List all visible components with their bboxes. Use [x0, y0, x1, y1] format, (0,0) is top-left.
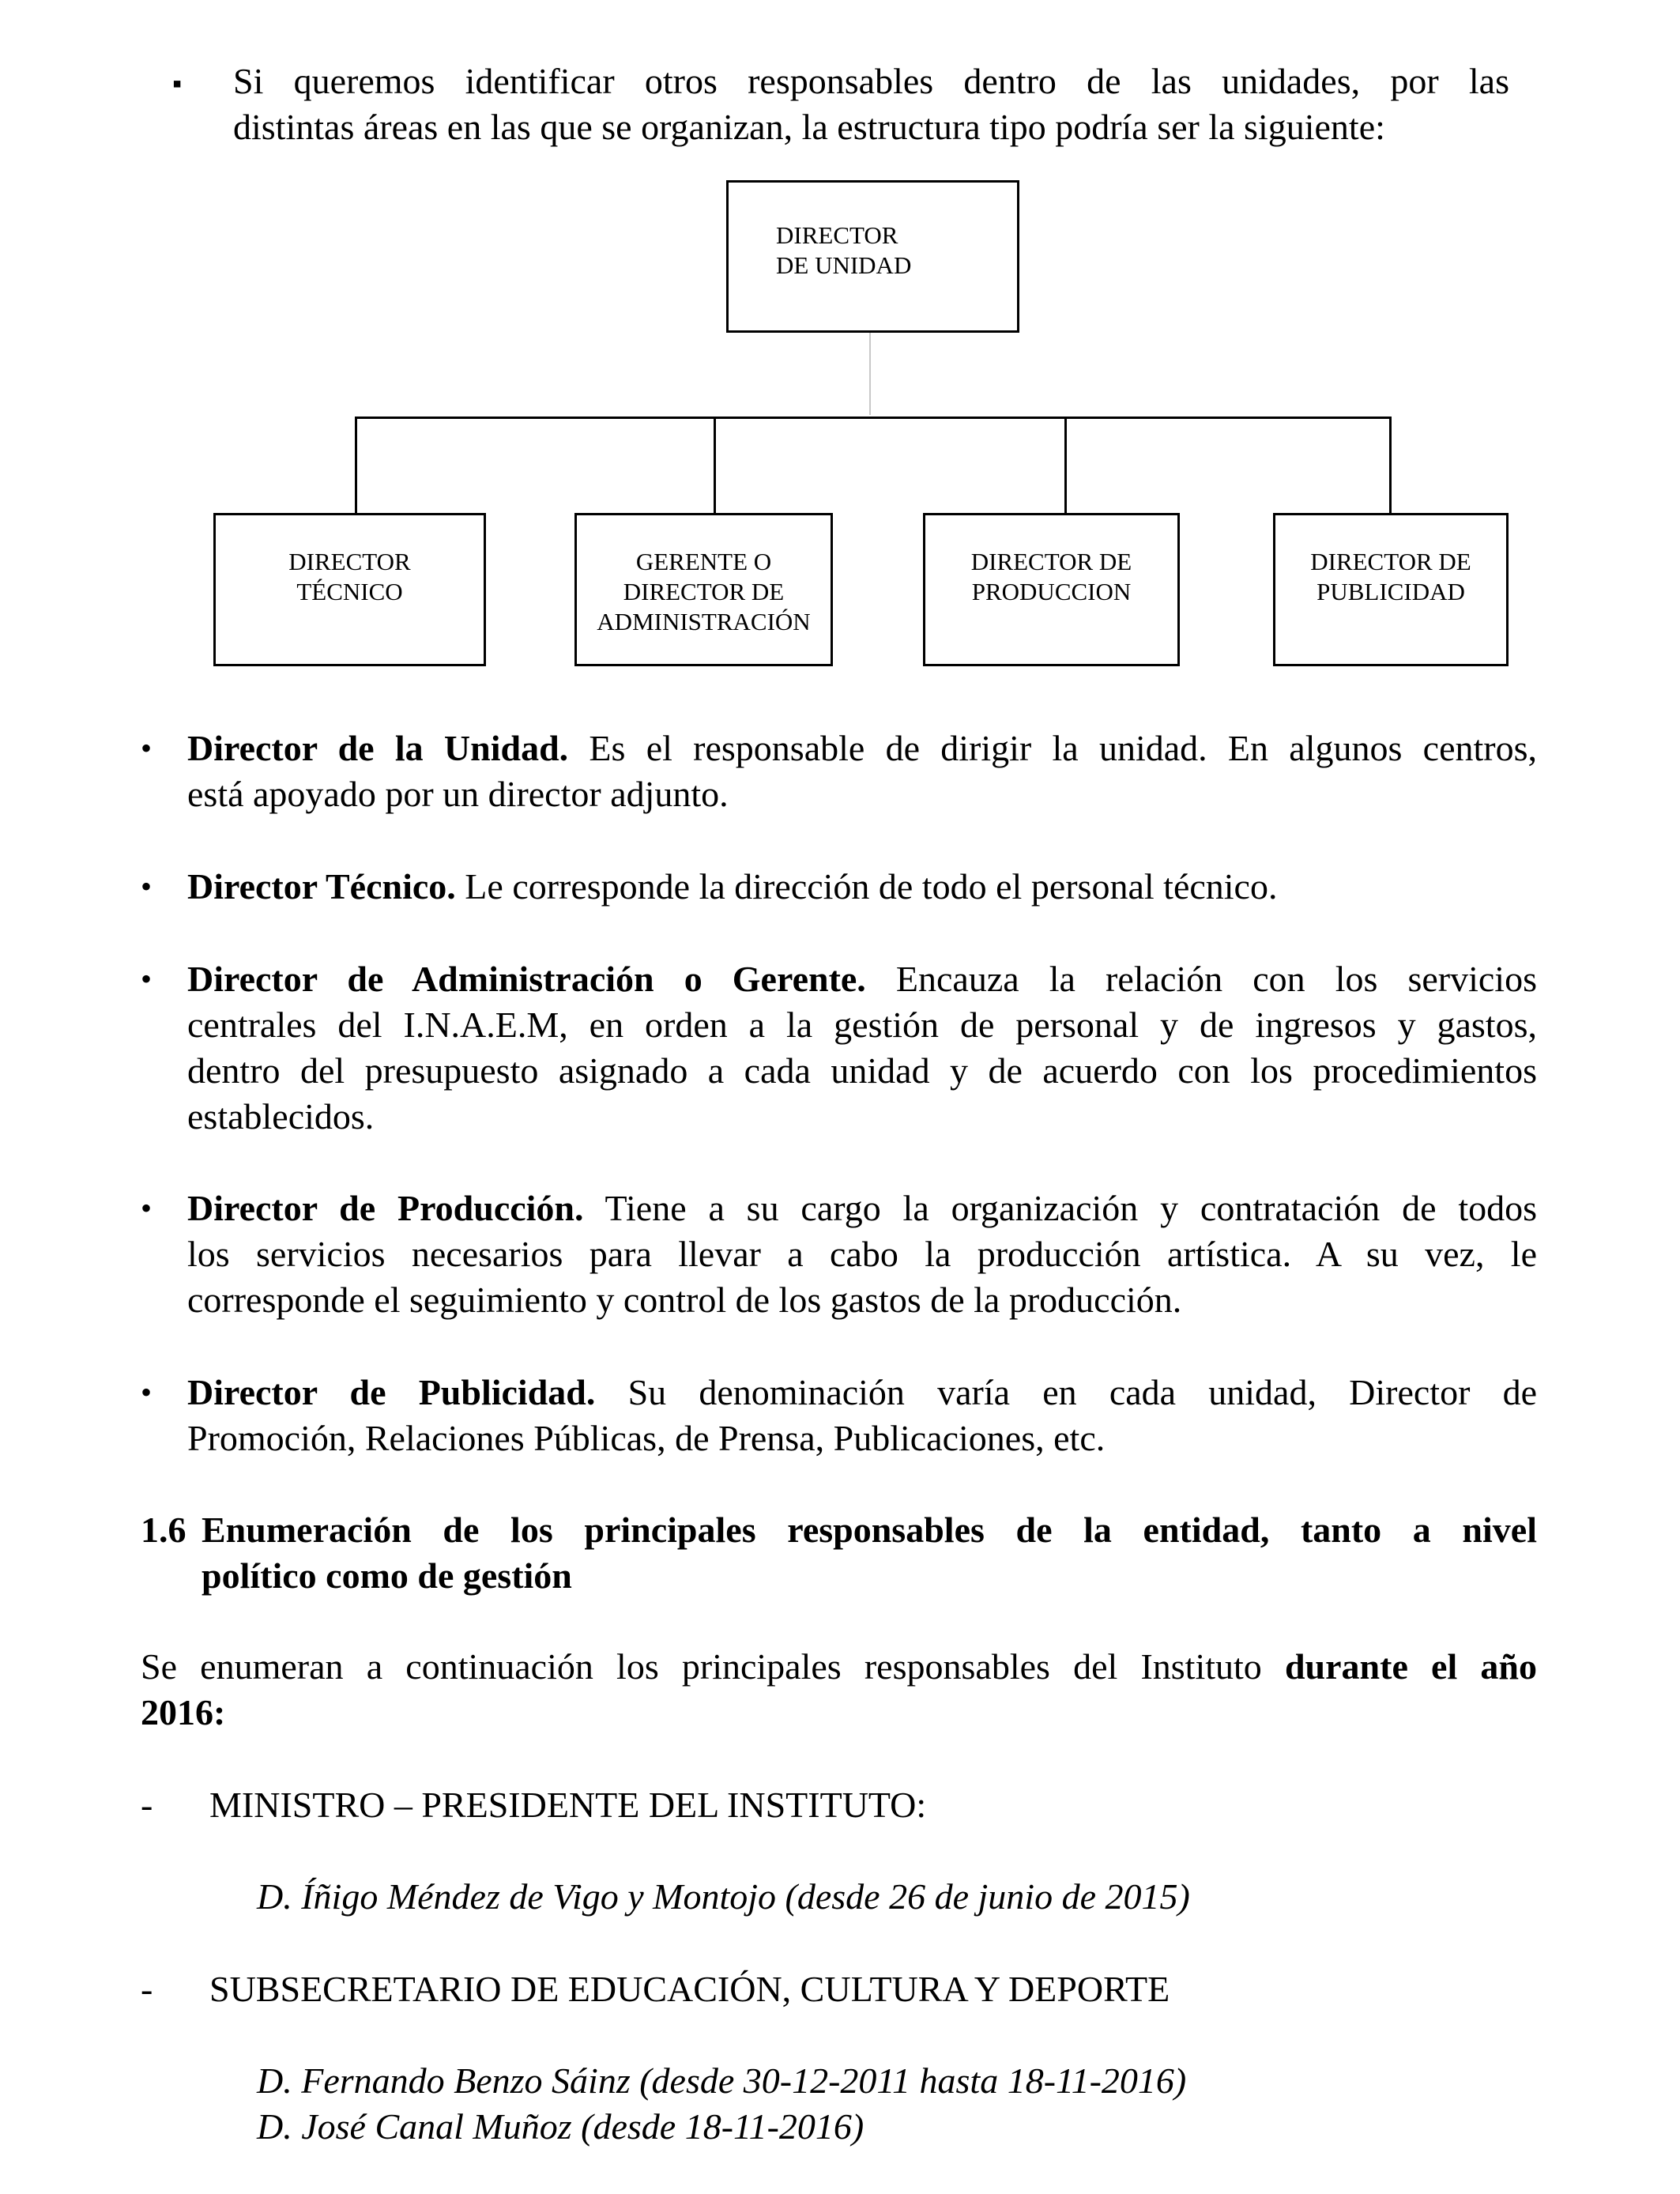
org-box-director-tecnico — [213, 513, 486, 666]
role-text: Tiene a su cargo la organización y contratación de todos — [583, 1188, 1538, 1228]
official-name: D. Fernando Benzo Sáinz (desde 30-12-2011 hasta 18-11-2016) — [257, 2060, 1187, 2101]
intro-line-1: Si queremos identificar otros responsables dentro de las unidades, por las — [233, 61, 1509, 101]
org-box-label: DIRECTOR TÉCNICO — [288, 548, 411, 605]
role-line — [187, 956, 1537, 1002]
org-box-director-de-unidad — [726, 180, 1019, 333]
paragraph-text: Se enumeran a continuación los principales responsables del Instituto — [141, 1646, 1285, 1687]
role-line — [187, 1370, 1537, 1416]
org-connector-drop — [1064, 417, 1067, 515]
dash-marker: - — [141, 1785, 153, 1825]
org-box-label: DIRECTOR DE PUBLICIDAD — [1310, 548, 1471, 605]
bullet-icon: • — [141, 1190, 153, 1226]
role-title: Director de Producción. — [187, 1188, 584, 1228]
role-line: centrales del I.N.A.E.M, en orden a la gestión de personal y de ingresos y gastos, — [187, 1005, 1537, 1045]
role-line: los servicios necesarios para llevar a cabo la producción artística. A su vez, le — [187, 1234, 1537, 1274]
bullet-icon: • — [141, 961, 153, 997]
role-text: Es el responsable de dirigir la unidad. En algunos centros, — [568, 728, 1537, 768]
paragraph-line-2: 2016: — [141, 1692, 226, 1732]
role-title: Director Técnico. — [187, 866, 456, 907]
paragraph-bold: durante el año — [1284, 1646, 1537, 1687]
role-text: Encauza la relación con los servicios — [865, 959, 1537, 999]
official-position: MINISTRO – PRESIDENTE DEL INSTITUTO: — [209, 1785, 927, 1825]
role-line — [187, 726, 1537, 771]
org-connector-horizontal — [355, 417, 1392, 419]
role-title: Director de la Unidad. — [187, 728, 569, 768]
org-connector-drop — [714, 417, 716, 515]
role-title: Director de Publicidad. — [187, 1372, 596, 1412]
role-title: Director de Administración o Gerente. — [187, 959, 866, 999]
section-title-line-2: político como de gestión — [202, 1555, 572, 1596]
official-name: D. Íñigo Méndez de Vigo y Montojo (desde 26 de junio de 2015) — [257, 1876, 1190, 1917]
role-line: establecidos. — [187, 1096, 375, 1137]
role-text: Su denominación varía en cada unidad, Director de — [595, 1372, 1538, 1412]
role-line: corresponde el seguimiento y control de los gastos de la producción. — [187, 1280, 1182, 1320]
official-position: SUBSECRETARIO DE EDUCACIÓN, CULTURA Y DEPORTE — [209, 1969, 1170, 2009]
org-box-label: DIRECTOR DE PRODUCCION — [970, 548, 1132, 605]
section-number: 1.6 — [141, 1510, 186, 1550]
bullet-icon: • — [141, 1374, 153, 1410]
paragraph-line-1 — [141, 1644, 1537, 1690]
org-connector-drop — [355, 417, 357, 515]
dash-marker: - — [141, 1969, 153, 2009]
role-line: Promoción, Relaciones Públicas, de Prensa, Publicaciones, etc. — [187, 1418, 1106, 1458]
official-name: D. José Canal Muñoz (desde 18-11-2016) — [257, 2106, 864, 2147]
intro-line-2: distintas áreas en las que se organizan, la estructura tipo podría ser la siguiente: — [233, 107, 1385, 147]
org-box-gerente-administracion — [574, 513, 833, 666]
bullet-icon: • — [141, 869, 153, 904]
bullet-icon: • — [141, 730, 153, 766]
role-line: dentro del presupuesto asignado a cada unidad y de acuerdo con los procedimientos — [187, 1050, 1537, 1091]
org-box-label: GERENTE O DIRECTOR DE ADMINISTRACIÓN — [597, 548, 811, 635]
org-connector-vertical — [869, 333, 871, 415]
org-box-director-publicidad — [1273, 513, 1509, 666]
org-box-label: DIRECTOR DE UNIDAD — [776, 221, 912, 279]
org-connector-drop — [1389, 417, 1392, 515]
role-line: está apoyado por un director adjunto. — [187, 774, 729, 814]
role-line — [187, 1186, 1537, 1231]
role-line — [187, 864, 1537, 910]
org-box-director-produccion — [923, 513, 1180, 666]
section-title-line-1: Enumeración de los principales responsables de la entidad, tanto a nivel — [202, 1510, 1537, 1550]
role-text: Le corresponde la dirección de todo el personal técnico. — [455, 866, 1278, 907]
square-bullet-icon: ▪ — [172, 70, 183, 99]
